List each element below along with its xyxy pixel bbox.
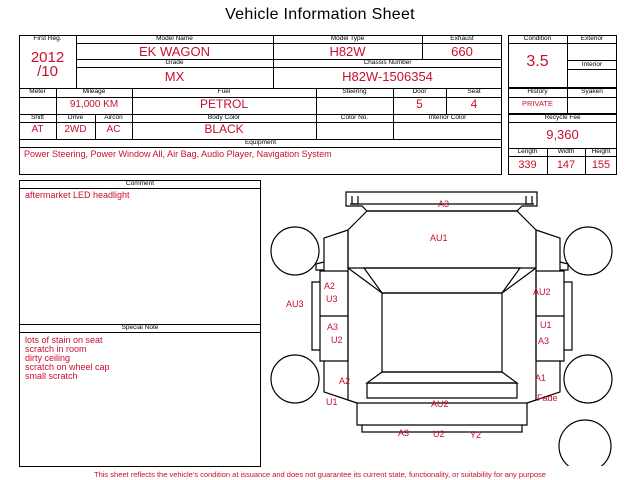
grade-value: MX xyxy=(164,69,185,84)
chassis-value: H82W-1506354 xyxy=(342,69,433,84)
height-value: 155 xyxy=(591,159,611,171)
first-reg-month: /10 xyxy=(37,63,58,80)
special-note-header: Special Note xyxy=(121,324,159,331)
equipment-label: Equipment xyxy=(244,139,277,146)
trunk xyxy=(367,383,517,398)
aircon-label: Aircon xyxy=(104,114,123,121)
condition-score: 3.5 xyxy=(526,53,549,70)
model-name-value: EK WAGON xyxy=(138,44,211,59)
interior-label: Interior xyxy=(581,61,603,68)
drive-label: Drive xyxy=(67,114,84,121)
length-label: Length xyxy=(517,148,538,155)
recycle-fee-label: Recycle Fee xyxy=(544,114,581,121)
roof xyxy=(382,293,502,372)
damage-left-upper-a: A2 xyxy=(324,281,336,291)
rear-right-wheel xyxy=(564,355,612,403)
steering-label: Steering xyxy=(342,88,367,95)
damage-hood: AU1 xyxy=(430,233,448,243)
rear-window xyxy=(367,372,517,383)
damage-left-mid-u: U2 xyxy=(331,335,343,345)
fuel-value: PETROL xyxy=(199,97,248,111)
sheet-title: Vehicle Information Sheet xyxy=(225,6,415,23)
front-left-wheel xyxy=(271,227,319,275)
damage-right-lower-a: A1 xyxy=(535,373,547,383)
special-note-line: scratch in room xyxy=(25,344,87,354)
seat-label: Seat xyxy=(467,88,481,95)
comment-header: Comment xyxy=(125,180,155,187)
special-note-list xyxy=(25,336,257,381)
door-label: Door xyxy=(412,88,427,95)
car-diagram xyxy=(262,178,622,466)
shift-value: AT xyxy=(31,124,44,135)
special-note-line: small scratch xyxy=(25,371,78,381)
damage-left-lower-a: A2 xyxy=(339,376,351,386)
comment-text: aftermarket LED headlight xyxy=(25,190,130,200)
right-mirror xyxy=(560,262,568,270)
damage-front: A3 xyxy=(438,199,450,209)
damage-rear-y: Y2 xyxy=(470,430,482,440)
exterior-label: Exterior xyxy=(580,35,604,42)
shift-label: Shift xyxy=(30,114,44,121)
windshield xyxy=(364,268,520,293)
damage-left-upper-u: U3 xyxy=(326,294,338,304)
drive-value: 2WD xyxy=(64,124,87,135)
first-reg-label: First Reg. xyxy=(33,35,62,42)
special-note-line: scratch on wheel cap xyxy=(25,362,110,372)
model-type-label: Model Type xyxy=(330,35,365,42)
first-reg-year: 2012 xyxy=(30,49,65,66)
damage-left-side: AU3 xyxy=(286,299,304,309)
height-label: Height xyxy=(591,148,611,155)
exhaust-value: 660 xyxy=(451,44,473,59)
damage-rear-a: A3 xyxy=(398,428,410,438)
chassis-label: Chassis Number xyxy=(363,59,412,66)
history-label: History xyxy=(527,88,548,95)
damage-right-mid-a: A3 xyxy=(538,336,550,346)
fuel-label: Fuel xyxy=(217,88,231,95)
rear-left-wheel xyxy=(271,355,319,403)
footer-disclaimer: This sheet reflects the vehicle's condition at issuance and does not guarantee its current state, functionality, or suitability for any purpose xyxy=(94,470,546,479)
syaken-label: Syaken xyxy=(581,88,603,95)
door-value: 5 xyxy=(416,97,423,111)
history-value: PRIVATE xyxy=(522,99,553,108)
equipment-value: Power Steering, Power Window All, Air Bag, Audio Player, Navigation System xyxy=(24,149,332,159)
body-color-value: BLACK xyxy=(204,122,244,136)
damage-right-upper: AU2 xyxy=(533,287,551,297)
special-note-line: dirty ceiling xyxy=(25,353,71,363)
mileage-value: 91,000 KM xyxy=(69,99,119,110)
grade-label: Grade xyxy=(165,59,184,66)
front-right-wheel xyxy=(564,227,612,275)
mileage-label: Mileage xyxy=(82,88,106,95)
spare-wheel xyxy=(559,420,611,466)
aircon-value: AC xyxy=(106,124,121,135)
model-type-value: H82W xyxy=(329,44,366,59)
damage-left-bottom-u: U1 xyxy=(326,397,338,407)
color-no-label: Color No. xyxy=(340,114,369,121)
damage-right-mid-u: U1 xyxy=(540,320,552,330)
damage-rear-u: U2 xyxy=(433,429,445,439)
length-value: 339 xyxy=(518,159,537,171)
damage-trunk: AU2 xyxy=(431,399,449,409)
meter-label: Meter xyxy=(29,88,46,95)
condition-label: Condition xyxy=(523,35,552,42)
body-color-label: Body Color xyxy=(207,114,241,121)
damage-left-mid-a: A3 xyxy=(327,322,339,332)
interior-color-label: Interior Color xyxy=(428,114,467,121)
width-label: Width xyxy=(557,148,575,155)
seat-value: 4 xyxy=(470,97,478,111)
damage-right-fade: Fade xyxy=(537,393,558,403)
exhaust-label: Exhaust xyxy=(450,35,474,42)
left-mirror xyxy=(316,262,324,270)
model-name-label: Model Name xyxy=(156,35,193,42)
recycle-fee-value: 9,360 xyxy=(546,127,579,142)
left-side-body xyxy=(320,230,351,400)
special-note-line: lots of stain on seat xyxy=(25,335,103,345)
width-value: 147 xyxy=(556,159,576,171)
